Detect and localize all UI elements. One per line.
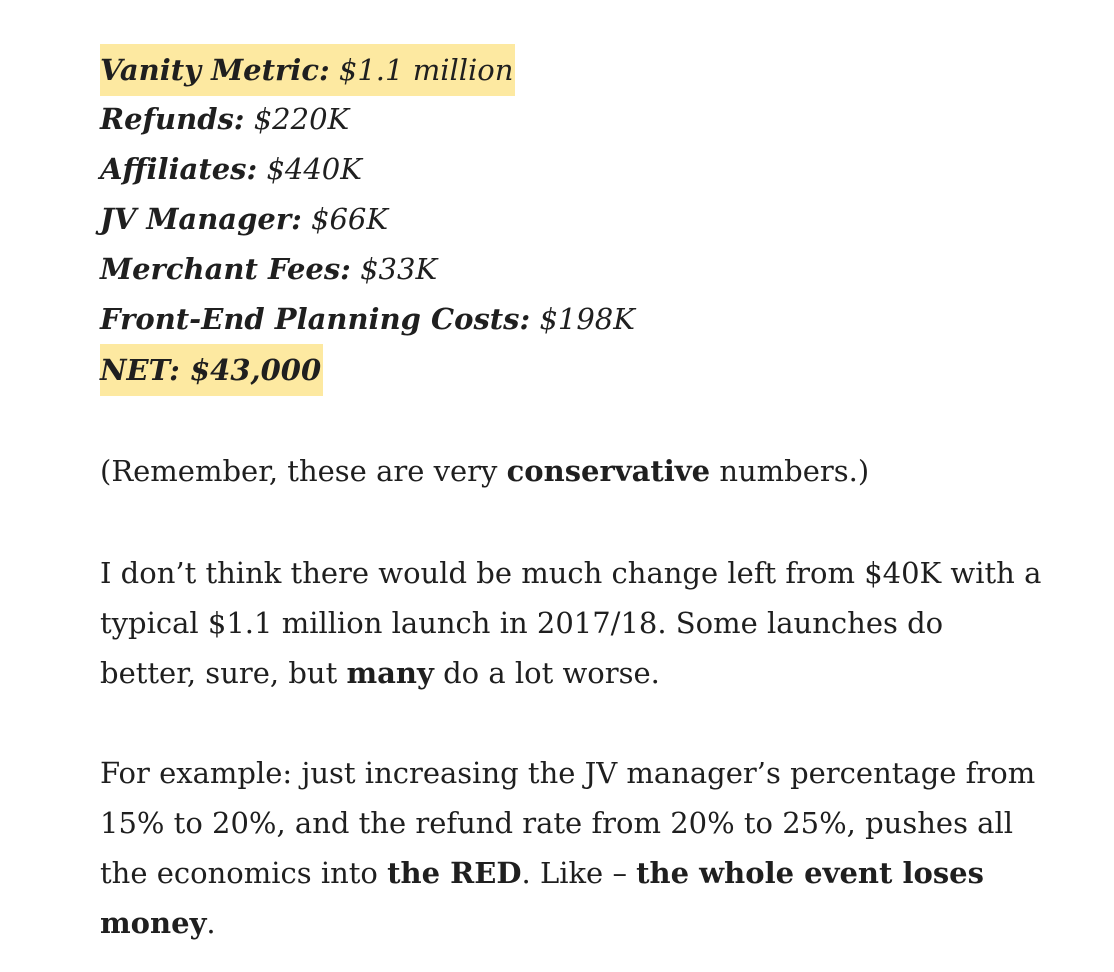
vanity-metric-highlight bbox=[100, 44, 515, 96]
front-end-costs-line bbox=[100, 294, 1080, 344]
launch-change-paragraph bbox=[100, 548, 1080, 698]
p3-line-2: 15% to 20%, and the refund rate from 20% to 25%, pushes all bbox=[100, 806, 1014, 840]
article-content bbox=[100, 44, 1080, 948]
merchant-fees-line bbox=[100, 244, 1080, 294]
refunds-line bbox=[100, 94, 1080, 144]
p2-line-2: typical $1.1 million launch in 2017/18. Some launches do bbox=[100, 606, 944, 640]
p3-bold-money: money bbox=[100, 906, 207, 940]
cost-breakdown-list bbox=[100, 44, 1080, 394]
front-end-costs-value: $198K bbox=[539, 302, 635, 336]
affiliates-line bbox=[100, 144, 1080, 194]
p2-line-3-before: better, sure, but bbox=[100, 656, 347, 690]
net-total: NET: $43,000 bbox=[100, 344, 323, 396]
merchant-fees-value: $33K bbox=[360, 252, 438, 286]
example-paragraph bbox=[100, 748, 1080, 948]
p3-line-3-mid: . Like – bbox=[521, 856, 637, 890]
vanity-metric-value: $1.1 million bbox=[338, 53, 514, 87]
jv-manager-value: $66K bbox=[311, 202, 389, 236]
p2-bold-many: many bbox=[346, 656, 434, 690]
merchant-fees-label: Merchant Fees: bbox=[100, 252, 351, 286]
net-line bbox=[100, 344, 1080, 394]
jv-manager-line bbox=[100, 194, 1080, 244]
refunds-label: Refunds: bbox=[100, 102, 245, 136]
p1-text-after: numbers.) bbox=[710, 454, 870, 488]
p3-line-4-after: . bbox=[206, 906, 216, 940]
p1-text-before: (Remember, these are very bbox=[100, 454, 507, 488]
affiliates-value: $440K bbox=[266, 152, 362, 186]
p2-line-3-after: do a lot worse. bbox=[433, 656, 660, 690]
p2-line-1: I don’t think there would be much change left from $40K with a bbox=[100, 556, 1042, 590]
affiliates-label: Affiliates: bbox=[100, 152, 258, 186]
p3-bold-the-red: the RED bbox=[387, 856, 522, 890]
p1-bold-conservative: conservative bbox=[506, 454, 711, 488]
p3-line-1: For example: just increasing the JV manager’s percentage from bbox=[100, 756, 1036, 790]
jv-manager-label: JV Manager: bbox=[100, 202, 302, 236]
refunds-value: $220K bbox=[253, 102, 350, 136]
vanity-metric-line bbox=[100, 44, 1080, 94]
p3-bold-event-loses: the whole event loses bbox=[636, 856, 984, 890]
p3-line-3-before: the economics into bbox=[100, 856, 388, 890]
vanity-metric-label: Vanity Metric: bbox=[100, 53, 330, 87]
front-end-costs-label: Front-End Planning Costs: bbox=[100, 302, 531, 336]
conservative-note-paragraph bbox=[100, 446, 1080, 496]
